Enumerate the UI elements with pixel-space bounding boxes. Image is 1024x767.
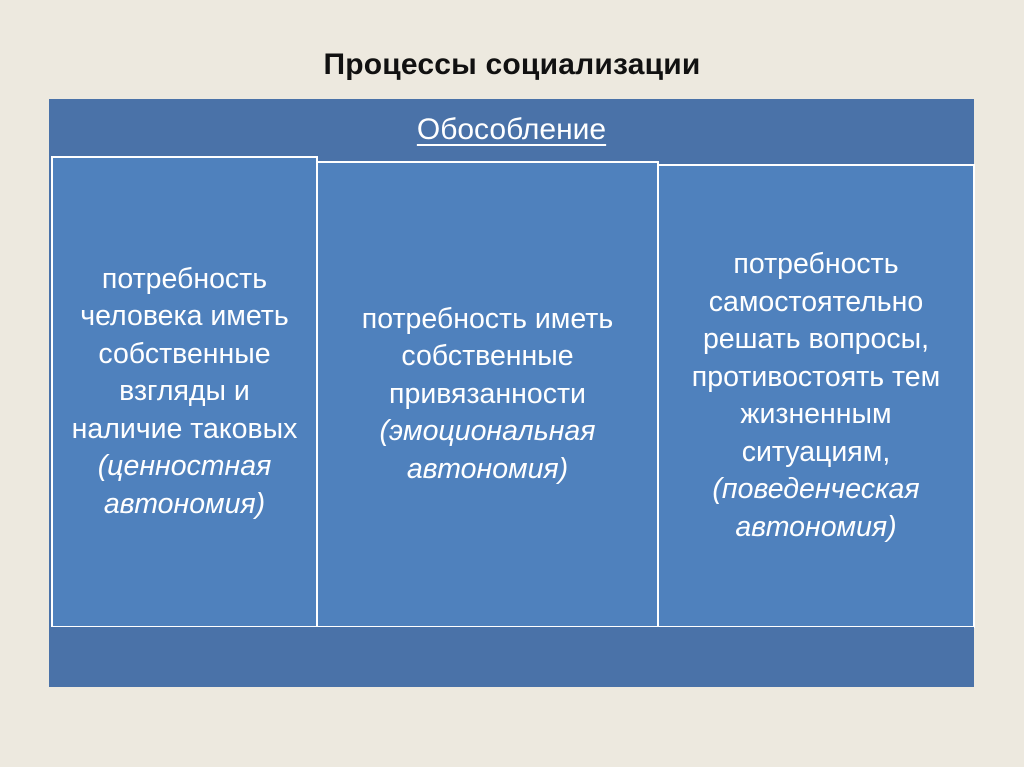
diagram-header-band: [49, 99, 974, 156]
card-content: [65, 261, 304, 524]
card-emphasis: (ценностная автономия): [97, 450, 272, 520]
card-text: потребность человека иметь собственные взгляды и наличие таковых: [71, 262, 298, 445]
card-emotional-autonomy: [316, 161, 659, 628]
card-value-autonomy: [51, 156, 318, 628]
card-text: потребность иметь собственные привязанности: [361, 302, 614, 410]
card-text: потребность самостоятельно решать вопросы, противостоять тем жизненным ситуациям,: [691, 248, 941, 468]
card-emphasis: (эмоциональная автономия): [379, 415, 596, 485]
card-behavioral-autonomy: [657, 164, 975, 628]
diagram-footer-band: [49, 627, 974, 687]
diagram-header-label: Обособление: [416, 112, 607, 146]
slide-title: Процессы социализации: [323, 48, 701, 81]
card-emphasis: (поведенческая автономия): [712, 473, 920, 543]
card-content: [671, 246, 961, 546]
card-content: [330, 301, 645, 489]
